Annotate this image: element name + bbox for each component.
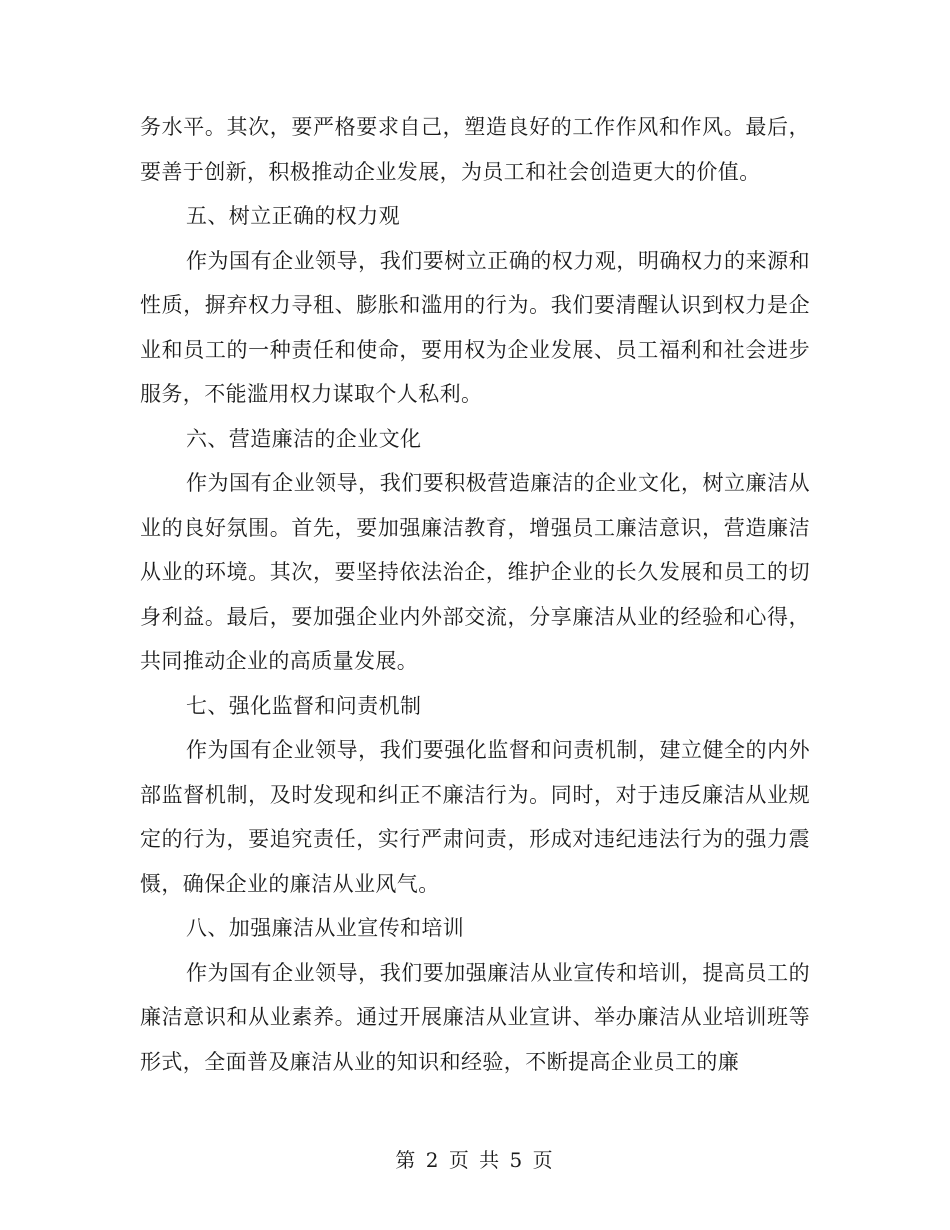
page-number-footer: 第 2 页 共 5 页 bbox=[395, 1148, 555, 1172]
section-heading-5: 五、树立正确的权力观 bbox=[186, 204, 400, 228]
paragraph-section-8: 作为国有企业领导，我们要加强廉洁从业宣传和培训，提高员工的廉洁意识和从业素养。通过开展廉洁从业宣讲、举办廉洁从业培训班等形式，全面普及廉洁从业的知识和经验，不断提高企业员工的廉 bbox=[140, 960, 810, 1074]
paragraph-section-7: 作为国有企业领导，我们要强化监督和问责机制，建立健全的内外部监督机制，及时发现和纠正不廉洁行为。同时，对于违反廉洁从业规定的行为，要追究责任，实行严肃问责，形成对违纪违法行为的强力震慑，确保企业的廉洁从业风气。 bbox=[140, 738, 810, 896]
section-heading-6: 六、营造廉洁的企业文化 bbox=[186, 426, 422, 451]
paragraph-section-5: 作为国有企业领导，我们要树立正确的权力观，明确权力的来源和性质，摒弃权力寻租、膨胀和滥用的行为。我们要清醒认识到权力是企业和员工的一种责任和使命，要用权为企业发展、员工福利和社会进步服务，不能滥用权力谋取个人私利。 bbox=[140, 248, 810, 406]
document-body bbox=[140, 105, 810, 1084]
paragraph-section-6: 作为国有企业领导，我们要积极营造廉洁的企业文化，树立廉洁从业的良好氛围。首先，要加强廉洁教育，增强员工廉洁意识，营造廉洁从业的环境。其次，要坚持依法治企，维护企业的长久发展和员工的切身利益。最后，要加强企业内外部交流，分享廉洁从业的经验和心得，共同推动企业的高质量发展。 bbox=[140, 471, 810, 673]
section-heading-7: 七、强化监督和问责机制 bbox=[186, 693, 422, 718]
section-heading-8: 八、加强廉洁从业宣传和培训 bbox=[186, 916, 465, 940]
paragraph-continued: 务水平。其次，要严格要求自己，塑造良好的工作作风和作风。最后，要善于创新，积极推动企业发展，为员工和社会创造更大的价值。 bbox=[140, 115, 810, 184]
